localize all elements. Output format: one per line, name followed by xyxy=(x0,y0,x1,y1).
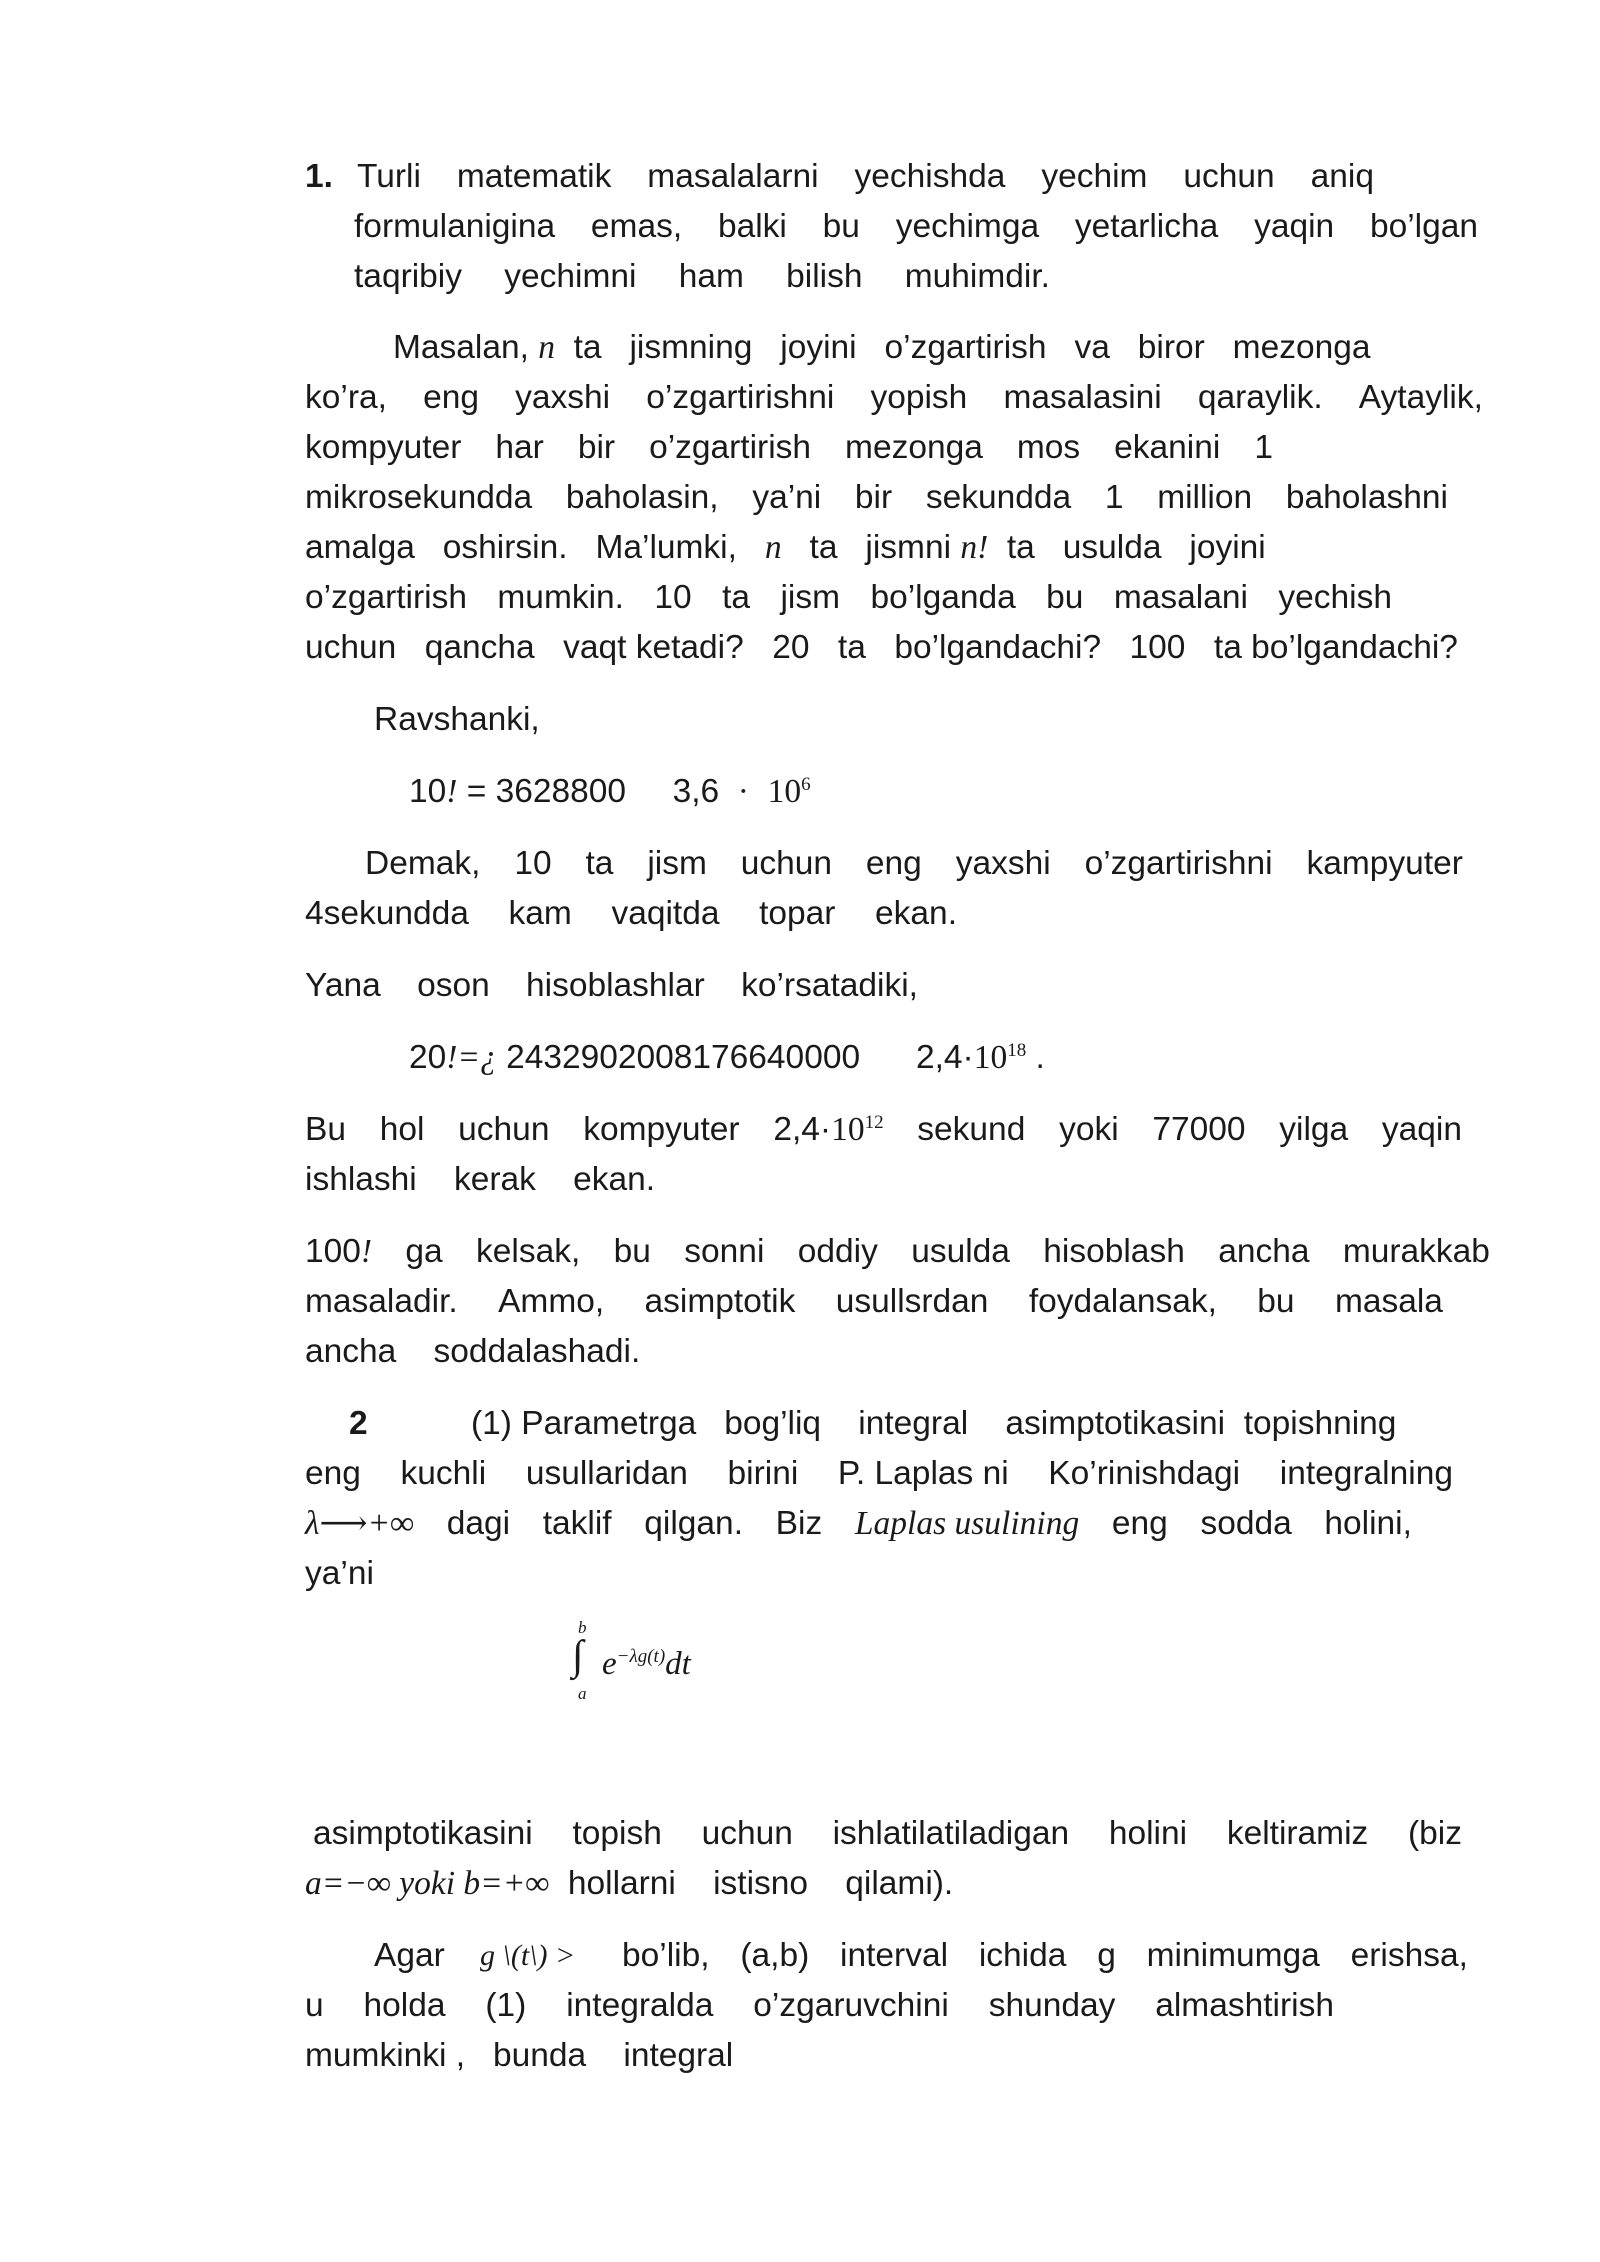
word: aniq xyxy=(1310,158,1374,195)
word: yechim xyxy=(1041,158,1148,195)
word: hol xyxy=(379,1111,425,1148)
approx: 3,6 xyxy=(672,773,720,810)
item2-line1: (1) Parametrga bog’liq integral asimptotikasini topishning xyxy=(471,1405,1397,1442)
item2-line2 xyxy=(305,1449,1453,1499)
laplas-usulining: Laplas usulining xyxy=(854,1505,1080,1542)
word: yopish xyxy=(870,379,968,416)
math-factorial: ! xyxy=(360,1233,373,1270)
word: integralning xyxy=(1279,1455,1453,1492)
p1-line5 xyxy=(305,523,1266,573)
word: kompyuter xyxy=(583,1111,740,1148)
math-factorial: !=¿ xyxy=(446,1039,497,1076)
approx: 2,4· xyxy=(915,1039,974,1076)
value: 2432902008176640000 xyxy=(506,1039,861,1076)
integrand xyxy=(602,1646,691,1683)
item1-number: 1. xyxy=(305,158,333,195)
word: (a,b) xyxy=(740,1937,810,1974)
word: sonni xyxy=(684,1233,765,1270)
text: amalga oshirsin. Ma’lumki, xyxy=(305,529,737,566)
word: almashtirish xyxy=(1155,1987,1334,2024)
word: ko’rsatadiki, xyxy=(741,967,918,1004)
word: holda xyxy=(363,1987,446,2024)
word: bo’lgan xyxy=(1369,208,1478,245)
text: hollarni istisno qilami). xyxy=(567,1865,954,1902)
p2-line2 xyxy=(305,889,957,939)
word: har xyxy=(495,429,544,466)
word: 4sekundda xyxy=(305,895,469,932)
item1-line1-words xyxy=(357,152,1374,202)
math-var: n xyxy=(764,529,782,566)
word: yechimga xyxy=(895,208,1040,245)
word: Yana xyxy=(305,967,381,1004)
word: Bu xyxy=(305,1111,346,1148)
word: murakkab xyxy=(1342,1233,1490,1270)
word: oddiy xyxy=(797,1233,878,1270)
word: bu xyxy=(1257,1283,1295,1320)
word: masalalarni xyxy=(647,158,819,195)
word: muhimdir. xyxy=(904,258,1050,295)
word: 1 xyxy=(1254,429,1273,466)
word: minimumga xyxy=(1146,1937,1320,1974)
word: usullsrdan xyxy=(835,1283,989,1320)
word: sodda xyxy=(1200,1505,1292,1542)
word: 1 xyxy=(1104,479,1124,516)
word: ta xyxy=(585,845,614,882)
word: integralda xyxy=(566,1987,714,2024)
word: eng xyxy=(423,379,479,416)
word: hisoblashlar xyxy=(526,967,705,1004)
p7-agar: Agar xyxy=(374,1937,445,1974)
word: holini, xyxy=(1324,1505,1412,1542)
word: topar xyxy=(759,895,836,932)
word: holini xyxy=(1108,1815,1188,1852)
word: baholasin, xyxy=(565,479,719,516)
word: o’zgartirishni xyxy=(1084,845,1273,882)
p1-line7 xyxy=(305,623,1458,673)
word: (1) xyxy=(485,1987,527,2024)
word: masalani xyxy=(1113,579,1248,616)
word: million xyxy=(1157,479,1253,516)
p7-line3: mumkinki , bunda integral xyxy=(305,2037,734,2074)
p1-line6 xyxy=(305,573,1392,623)
word: o’zgartirishni xyxy=(646,379,835,416)
word: 100 xyxy=(1129,629,1186,666)
p1-line1 xyxy=(393,323,1371,373)
word: vaqitda xyxy=(611,895,720,932)
power-base: 10 xyxy=(831,1111,865,1148)
word: sekund xyxy=(917,1111,1026,1148)
item1-line1 xyxy=(305,152,333,202)
word: topish xyxy=(572,1815,662,1852)
word: yoki xyxy=(1059,1111,1119,1148)
p4-line2: ishlashi kerak ekan. xyxy=(305,1161,656,1198)
word: ekanini xyxy=(1114,429,1221,466)
word: ancha xyxy=(1218,1233,1310,1270)
word: oson xyxy=(417,967,490,1004)
word: taqribiy xyxy=(354,258,462,295)
factorial-100 xyxy=(305,1227,372,1277)
p5-line2 xyxy=(305,1277,1443,1327)
upper-limit: b xyxy=(578,1618,587,1637)
word: (biz xyxy=(1408,1815,1462,1852)
word: bir xyxy=(577,429,616,466)
limits-expression: a=−∞ yoki b=+∞ xyxy=(305,1865,550,1902)
word: bu xyxy=(822,208,860,245)
word: usulda xyxy=(911,1233,1010,1270)
word: yilga xyxy=(1279,1111,1349,1148)
word: jism xyxy=(780,579,841,616)
power-expression xyxy=(773,1105,883,1155)
word: yaxshi xyxy=(955,845,1051,882)
power-base: 10 xyxy=(767,773,802,810)
word: masala xyxy=(1334,1283,1443,1320)
word: ga xyxy=(405,1233,443,1270)
word: Turli xyxy=(357,158,421,195)
equation-10-factorial xyxy=(409,767,811,817)
word: kuchli xyxy=(400,1455,487,1492)
word: mikrosekundda xyxy=(305,479,533,516)
lambda-limit: λ⟶+∞ xyxy=(305,1505,415,1542)
word: Aytaylik, xyxy=(1358,379,1483,416)
exp-exponent: −λg(t) xyxy=(616,1646,666,1667)
word: kelsak, xyxy=(476,1233,581,1270)
word: sekundda xyxy=(925,479,1072,516)
word: qilgan. xyxy=(644,1505,743,1542)
word: keltiramiz xyxy=(1226,1815,1369,1852)
p6-line1 xyxy=(313,1809,1462,1859)
word: masaladir. xyxy=(305,1283,458,1320)
word: g xyxy=(1097,1937,1116,1974)
integral-sign: ∫ xyxy=(572,1633,584,1679)
text: ta jismning joyini o’zgartirish va biror mezonga xyxy=(573,329,1371,366)
p1-line3 xyxy=(305,423,1273,473)
math-var: n xyxy=(538,329,555,366)
word: Ko’rinishdagi xyxy=(1048,1455,1241,1492)
word: bo’lgandachi? xyxy=(894,629,1102,666)
exp-base: e xyxy=(602,1646,617,1682)
word: yechish xyxy=(1278,579,1392,616)
number: 100 xyxy=(305,1233,361,1270)
word: ko’ra, xyxy=(305,379,387,416)
word: uchun xyxy=(701,1815,793,1852)
approx: 2,4· xyxy=(773,1111,832,1148)
word: ta bo’lgandachi? xyxy=(1213,629,1458,666)
word: yetarlicha xyxy=(1074,208,1219,245)
word: mumkin. xyxy=(497,579,624,616)
differential: dt xyxy=(665,1646,691,1682)
number: 10 xyxy=(409,773,447,810)
ravshanki: Ravshanki, xyxy=(374,701,540,738)
word: kampyuter xyxy=(1306,845,1463,882)
word: ham xyxy=(678,258,744,295)
word: masalasini xyxy=(1003,379,1162,416)
word: dagi xyxy=(446,1505,511,1542)
item1-line2 xyxy=(354,202,1478,252)
word: ekan. xyxy=(875,895,957,932)
word: baholashni xyxy=(1285,479,1448,516)
p7-condition: g \(t\) > xyxy=(480,1939,576,1972)
word: kompyuter xyxy=(305,429,462,466)
text: ta usulda joyini xyxy=(1006,529,1266,566)
lower-limit: a xyxy=(578,1684,587,1703)
equation-20-factorial xyxy=(409,1033,1045,1083)
word: o’zgartirish xyxy=(305,579,467,616)
text: ta jismni xyxy=(809,529,952,566)
word: foydalansak, xyxy=(1028,1283,1217,1320)
word: yaqin xyxy=(1381,1111,1462,1148)
word: vaqt ketadi? xyxy=(563,629,744,666)
word: 10 xyxy=(654,579,692,616)
word: ichida xyxy=(978,1937,1067,1974)
power-base: 10 xyxy=(973,1039,1008,1076)
p4-line1 xyxy=(305,1105,1462,1155)
word: Biz xyxy=(775,1505,823,1542)
word: shunday xyxy=(988,1987,1116,2024)
word: yechishda xyxy=(854,158,1006,195)
word: 20 xyxy=(772,629,810,666)
word: eng xyxy=(305,1455,361,1492)
word: ishlatilatiladigan xyxy=(832,1815,1070,1852)
word: ya’ni xyxy=(752,479,822,516)
item2-number: 2 xyxy=(349,1405,368,1442)
word: eng xyxy=(1111,1505,1168,1542)
math-factorial: n! xyxy=(960,529,989,566)
value: = 3628800 xyxy=(466,773,627,810)
math-factorial: ! xyxy=(446,773,458,810)
p2-line1 xyxy=(365,839,1463,889)
word: taklif xyxy=(542,1505,612,1542)
dot: · xyxy=(737,773,749,810)
p3-line1 xyxy=(305,961,918,1011)
word: o’zgaruvchini xyxy=(753,1987,949,2024)
word: asimptotikasini xyxy=(313,1815,533,1852)
text: Masalan, xyxy=(393,329,529,366)
word: qancha xyxy=(424,629,535,666)
word: eng xyxy=(865,845,922,882)
p5-line3: ancha soddalashadi. xyxy=(305,1333,641,1370)
word: mos xyxy=(1016,429,1081,466)
word: ta xyxy=(722,579,751,616)
word: u xyxy=(305,1987,324,2024)
p1-line2 xyxy=(305,373,1483,423)
word: uchun xyxy=(740,845,833,882)
p1-line4 xyxy=(305,473,1448,523)
word: emas, xyxy=(590,208,683,245)
word: kam xyxy=(508,895,572,932)
period: . xyxy=(1035,1039,1045,1076)
word: Demak, xyxy=(365,845,481,882)
word: yaqin xyxy=(1254,208,1335,245)
word: balki xyxy=(717,208,787,245)
word: Ammo, xyxy=(498,1283,605,1320)
p6-line2 xyxy=(305,1859,953,1909)
word: uchun xyxy=(458,1111,550,1148)
power-exponent: 18 xyxy=(1007,1039,1027,1061)
power-exponent: 12 xyxy=(864,1111,884,1133)
word: bo’lib, xyxy=(622,1937,710,1974)
word: bu xyxy=(1046,579,1084,616)
word: hisoblash xyxy=(1043,1233,1185,1270)
word: birini xyxy=(727,1455,799,1492)
word: erishsa, xyxy=(1350,1937,1468,1974)
word: mezonga xyxy=(845,429,983,466)
word: interval xyxy=(840,1937,949,1974)
item2-line3 xyxy=(305,1499,1412,1549)
word: bu xyxy=(613,1233,651,1270)
power-exponent: 6 xyxy=(801,773,811,795)
p7-line1 xyxy=(622,1931,1468,1981)
word: asimptotik xyxy=(644,1283,796,1320)
word: 77000 xyxy=(1152,1111,1246,1148)
p7-line2 xyxy=(305,1981,1334,2031)
word: bir xyxy=(854,479,893,516)
word: yechimni xyxy=(504,258,637,295)
word: o’zgartirish xyxy=(649,429,812,466)
word: matematik xyxy=(456,158,612,195)
word: ta xyxy=(837,629,866,666)
word: bilish xyxy=(786,258,863,295)
word: uchun xyxy=(1183,158,1275,195)
word: bo’lganda xyxy=(870,579,1016,616)
word: P. Laplas ni xyxy=(837,1455,1009,1492)
word: usullaridan xyxy=(525,1455,688,1492)
word: jism xyxy=(647,845,707,882)
word: formulanigina xyxy=(354,208,556,245)
word: yaxshi xyxy=(515,379,611,416)
item1-line3 xyxy=(354,252,1050,302)
item2-line4: ya’ni xyxy=(305,1555,374,1592)
word: qaraylik. xyxy=(1197,379,1323,416)
word: uchun xyxy=(305,629,397,666)
number: 20 xyxy=(409,1039,447,1076)
word: 10 xyxy=(514,845,552,882)
p5-line1 xyxy=(305,1227,1490,1277)
